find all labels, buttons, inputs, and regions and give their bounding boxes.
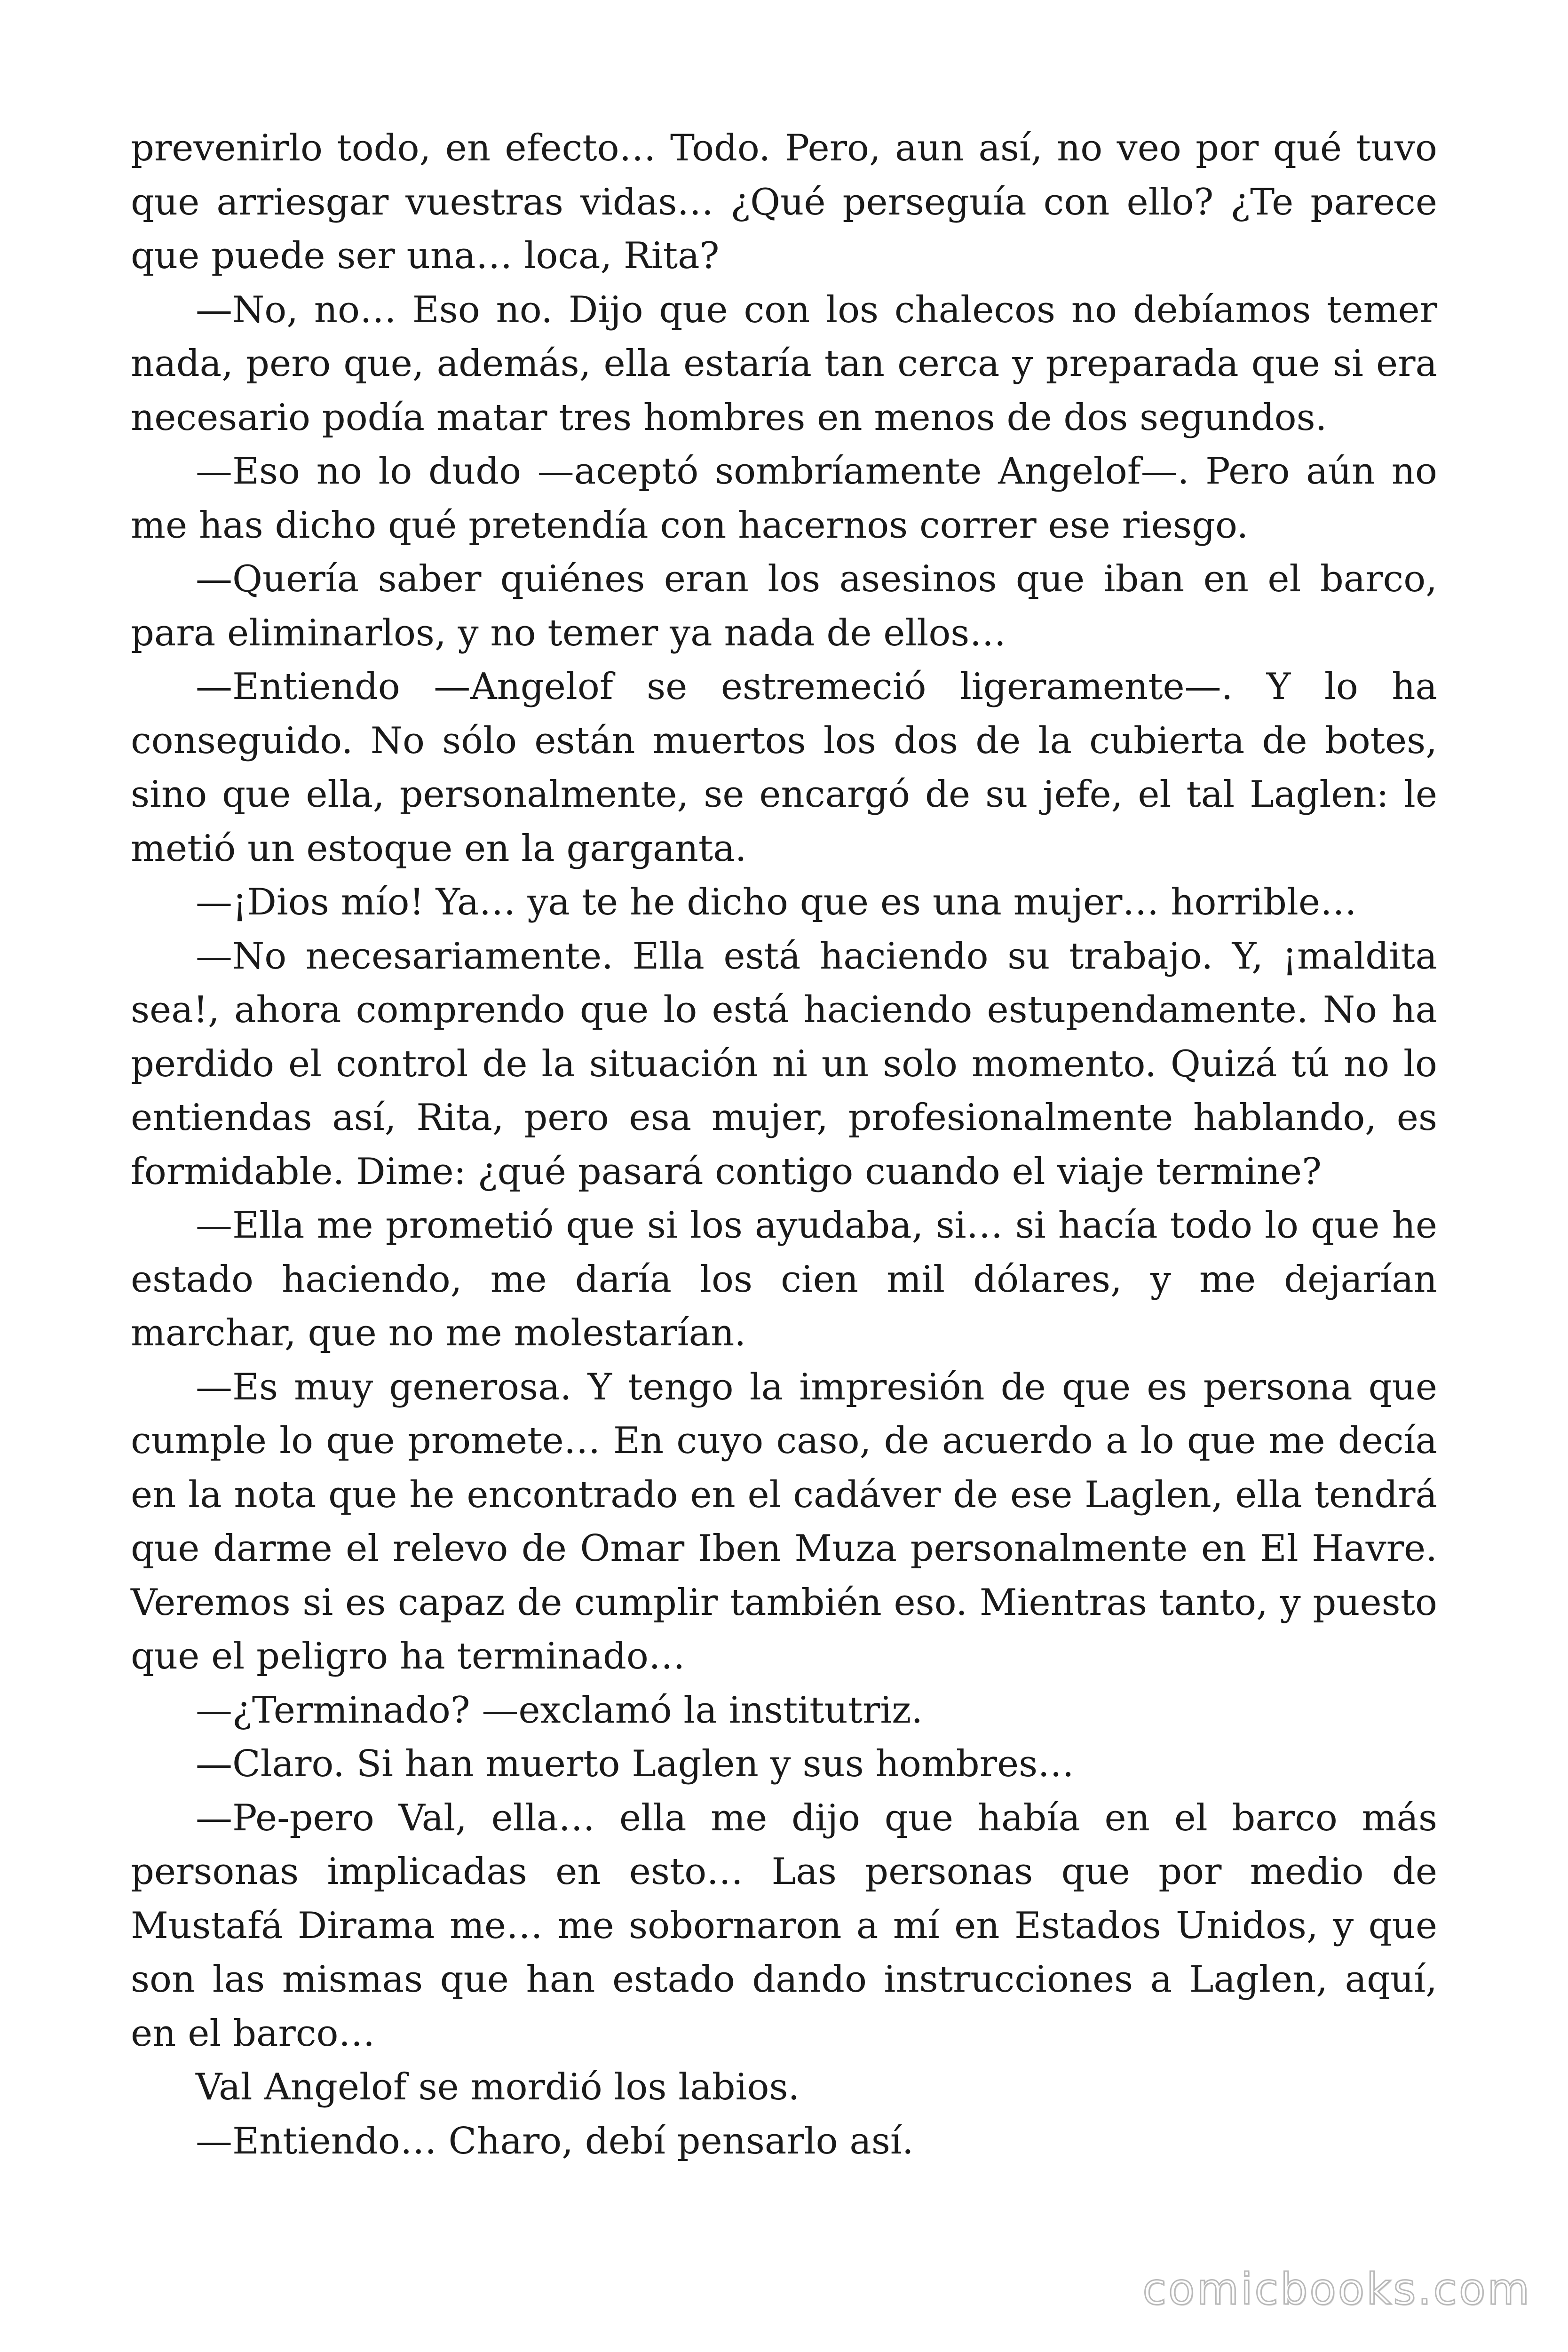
paragraph: prevenirlo todo, en efecto… Todo. Pero, aun así, no veo por qué tuvo que arriesgar vuestras vidas… ¿Qué perseguía con ello? ¿Te parece que puede ser una… loca, Rita? <box>131 127 1437 277</box>
paragraph: —Es muy generosa. Y tengo la impresión de que es persona que cumple lo que promete… En cuyo caso, de acuerdo a lo que me decía en la nota que he encontrado en el cadáver de ese Laglen, ella tendrá que darme el relevo de Omar Iben Muza personalmente en El Havre. Veremos si es capaz de cumplir también eso. Mientras tanto, y puesto que el peligro ha terminado… <box>131 1366 1437 1677</box>
paragraph: —Eso no lo dudo —aceptó sombríamente Angelof—. Pero aún no me has dicho qué pretendía con hacernos correr ese riesgo. <box>131 450 1437 547</box>
paragraph: —¡Dios mío! Ya… ya te he dicho que es una mujer… horrible… <box>196 881 1357 923</box>
paragraph: —No, no… Eso no. Dijo que con los chalecos no debíamos temer nada, pero que, además, ella estaría tan cerca y preparada que si era necesario podía matar tres hombres en menos de dos segundos. <box>131 288 1437 439</box>
paragraph: —Entiendo —Angelof se estremeció ligeramente—. Y lo ha conseguido. No sólo están muertos los dos de la cubierta de botes, sino que ella, personalmente, se encargó de su jefe, el tal Laglen: le metió un estoque en la garganta. <box>131 666 1437 870</box>
paragraph: Val Angelof se mordió los labios. <box>196 2066 800 2108</box>
paragraph: —Quería saber quiénes eran los asesinos que iban en el barco, para eliminarlos, y no temer ya nada de ellos… <box>131 558 1437 654</box>
paragraph: —Ella me prometió que si los ayudaba, si… si hacía todo lo que he estado haciendo, me daría los cien mil dólares, y me dejarían marchar, que no me molestarían. <box>131 1204 1437 1354</box>
paragraph: —Pe-pero Val, ella… ella me dijo que había en el barco más personas implicadas en esto… Las personas que por medio de Mustafá Dirama me… me sobornaron a mí en Estados Unidos, y que son las mismas que han estado dando instrucciones a Laglen, aquí, en el barco… <box>131 1796 1437 2055</box>
paragraph: —¿Terminado? —exclamó la institutriz. <box>196 1689 923 1732</box>
watermark-logo: comicbooks.com <box>1142 2264 1531 2314</box>
paragraph: —Entiendo… Charo, debí pensarlo así. <box>196 2120 914 2162</box>
paragraph: —Claro. Si han muerto Laglen y sus hombres… <box>196 1743 1075 1785</box>
body-text <box>131 121 1437 2168</box>
paragraph: —No necesariamente. Ella está haciendo su trabajo. Y, ¡maldita sea!, ahora comprendo que lo está haciendo estupendamente. No ha perdido el control de la situación ni un solo momento. Quizá tú no lo entiendas así, Rita, pero esa mujer, profesionalmente hablando, es formidable. Dime: ¿qué pasará contigo cuando el viaje termine? <box>131 935 1437 1193</box>
